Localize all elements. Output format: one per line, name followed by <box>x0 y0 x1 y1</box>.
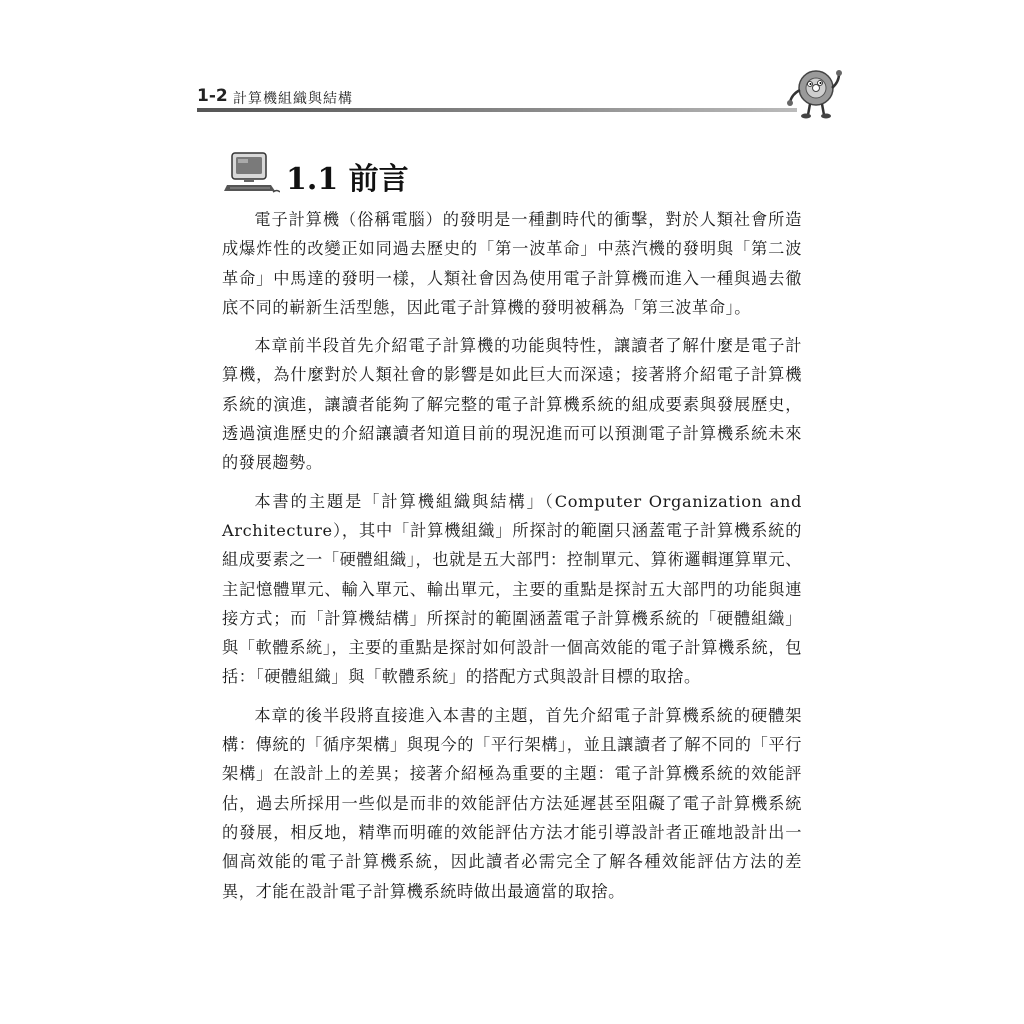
running-header <box>197 84 797 110</box>
section-title: 1.1 前言 <box>286 162 409 197</box>
paragraph: 本章前半段首先介紹電子計算機的功能與特性，讓讀者了解什麼是電子計算機，為什麼對於人類社會的影響是如此巨大而深遠；接著將介紹電子計算機系統的演進，讓讀者能夠了解完整的電子計算機系統的組成要素與發展歷史，透過演進歷史的介紹讓讀者知道目前的現況進而可以預測電子計算機系統未來的發展趨勢。 <box>222 336 802 473</box>
disc-mascot-icon <box>786 66 842 120</box>
paragraph: 本書的主題是「計算機組織與結構」（Computer Organization and Architecture），其中「計算機組織」所探討的範圍只涵蓋電子計算機系統的組成要素之一「硬體組織」，也就是五大部門：控制單元、算術邏輯運算單元、主記憶體單元、輸入單元、輸出單元，主要的重點是探討五大部門的功能與連接方式；而「計算機結構」所探討的範圍涵蓋電子計算機系統的「硬體組織」與「軟體系統」，主要的重點是探討如何設計一個高效能的電子計算機系統，包括：「硬體組織」與「軟體系統」的搭配方式與設計目標的取捨。 <box>222 491 802 687</box>
section-heading <box>224 152 524 196</box>
paragraph: 電子計算機（俗稱電腦）的發明是一種劃時代的衝擊，對於人類社會所造成爆炸性的改變正如同過去歷史的「第一波革命」中蒸汽機的發明與「第二波革命」中馬達的發明一樣，人類社會因為使用電子計算機而進入一種與過去徹底不同的嶄新生活型態，因此電子計算機的發明被稱為「第三波革命」。 <box>222 210 802 317</box>
computer-icon <box>224 152 280 194</box>
header-rule <box>197 108 797 112</box>
body-text <box>222 205 802 915</box>
paragraph: 本章的後半段將直接進入本書的主題，首先介紹電子計算機系統的硬體架構：傳統的「循序架構」與現今的「平行架構」，並且讓讀者了解不同的「平行架構」在設計上的差異；接著介紹極為重要的主題：電子計算機系統的效能評估，過去所採用一些似是而非的效能評估方法延遲甚至阻礙了電子計算機系統的發展，相反地，精準而明確的效能評估方法才能引導設計者正確地設計出一個高效能的電子計算機系統，因此讀者必需完全了解各種效能評估方法的差異，才能在設計電子計算機系統時做出最適當的取捨。 <box>222 705 802 901</box>
page-number: 1-2 <box>197 86 228 106</box>
running-title: 計算機組織與結構 <box>233 91 353 107</box>
